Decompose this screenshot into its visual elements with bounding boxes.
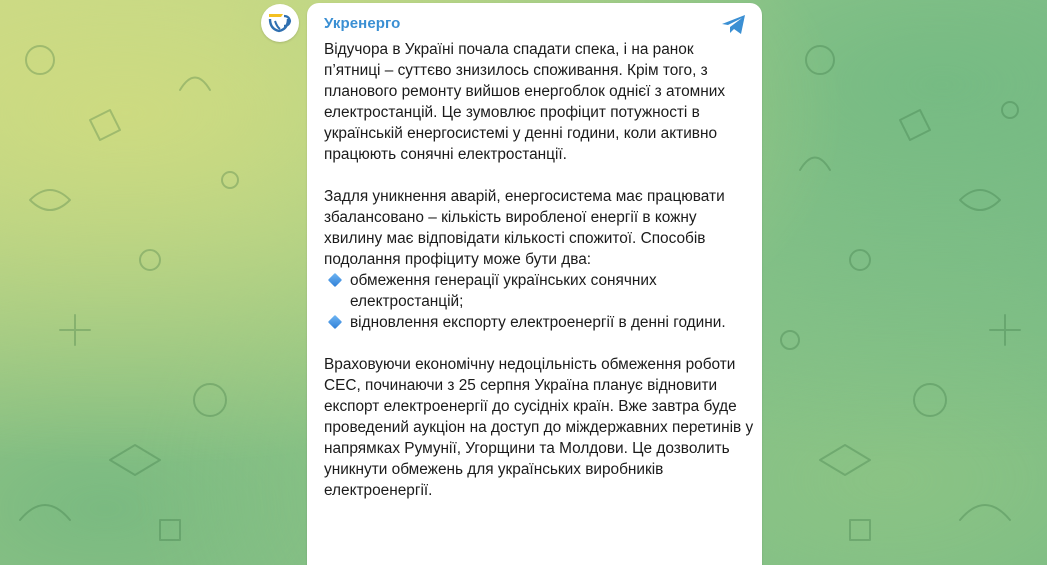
- post-text: [324, 39, 754, 501]
- channel-name[interactable]: Укренерго: [324, 15, 401, 32]
- list-item-text: обмеження генерації українських сонячних електростанцій;: [350, 272, 657, 310]
- post-paragraph: Відучора в Україні почала спадати спека, і на ранок п’ятниці – суттєво знизилось споживання. Крім того, з планового ремонту вийшов енергоблок однієї з атомних електростанцій. Це зумовлює профіцит потужності в українській енергосистемі у денні години, коли активно працюють сонячні електростанції.: [324, 41, 726, 163]
- ukrenergo-logo-icon: [265, 8, 295, 38]
- list-item: [324, 270, 754, 312]
- post-paragraph: Задля уникнення аварій, енергосистема має працювати збалансовано – кількість виробленої енергії в кожну хвилину має відповідати кількості спожитої. Способів подолання профіциту може бути два:: [324, 188, 725, 268]
- message-bubble: [307, 3, 762, 565]
- blue-diamond-icon: [328, 315, 342, 329]
- channel-avatar[interactable]: [261, 4, 299, 42]
- post-paragraph: Враховуючи економічну недоцільність обмеження роботи СЕС, починаючи з 25 серпня Україна планує відновити експорт електроенергії до сусідніх країн. Вже завтра буде проведений аукціон на доступ до міждержавних перетинів у напрямках Румунії, Угорщини та Молдови. Це дозволить уникнути обмежень для українських виробників електроенергії.: [324, 356, 754, 499]
- list-item-text: відновлення експорту електроенергії в денні години.: [350, 314, 726, 331]
- list-item: [324, 312, 754, 333]
- telegram-plane-icon[interactable]: [720, 13, 748, 37]
- blue-diamond-icon: [328, 273, 342, 287]
